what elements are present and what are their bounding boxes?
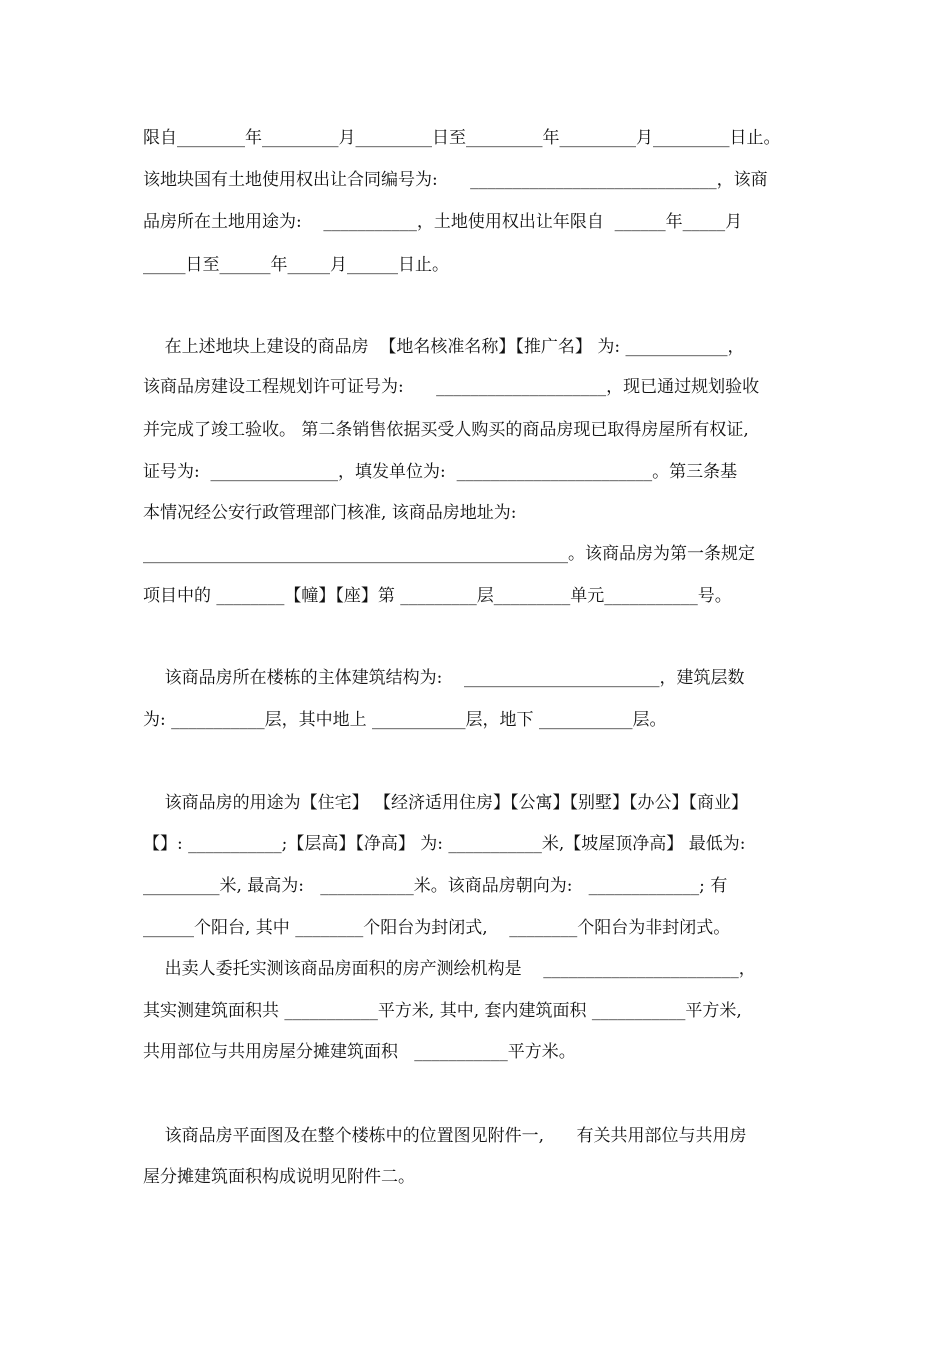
p2-line3: 并完成了竣工验收。 第二条销售依据买受人购买的商品房现已取得房屋所有权证, bbox=[143, 420, 749, 440]
p1-line2: 该地块国有土地使用权出让合同编号为: _____________________________，该商 bbox=[143, 170, 768, 190]
p1-line3: 品房所在土地用途为: ___________，土地使用权出让年限自 ______年_____月 bbox=[143, 212, 743, 232]
p2-line6: __________________________________________________。该商品房为第一条规定 bbox=[143, 544, 755, 564]
p2-line4: 证号为: _______________，填发单位为: _______________________。第三条基 bbox=[143, 462, 738, 482]
p1-line4: _____日至______年_____月______日止。 bbox=[143, 255, 449, 275]
p3-line1: 该商品房所在楼栋的主体建筑结构为: _______________________，建筑层数 bbox=[143, 668, 745, 688]
p4-line7: 共用部位与共用房屋分摊建筑面积 ___________平方米。 bbox=[143, 1042, 576, 1062]
p4-line2: 【】: ___________;【层高】【净高】 为: ___________米,【坡屋顶净高】 最低为: bbox=[143, 834, 746, 854]
p5-line1: 该商品房平面图及在整个楼栋中的位置图见附件一, 有关共用部位与共用房 bbox=[143, 1126, 747, 1146]
p4-line5: 出卖人委托实测该商品房面积的房产测绘机构是 _______________________， bbox=[143, 959, 756, 979]
p5-line2: 屋分摊建筑面积构成说明见附件二。 bbox=[143, 1167, 415, 1187]
p1-line1: 限自________年_________月_________日至_________年_________月_________日止。 bbox=[143, 128, 781, 148]
p2-line7: 项目中的 ________【幢】【座】第 _________层_________单元___________号。 bbox=[143, 586, 732, 606]
p4-line6: 其实测建筑面积共 ___________平方米, 其中, 套内建筑面积 ___________平方米, bbox=[143, 1001, 742, 1021]
p4-line4: ______个阳台, 其中 ________个阳台为封闭式, ________个阳台为非封闭式。 bbox=[143, 918, 731, 938]
p4-line1: 该商品房的用途为【住宅】 【经济适用住房】【公寓】【别墅】【办公】【商业】 bbox=[143, 793, 749, 813]
p2-line1: 在上述地块上建设的商品房 【地名核准名称】【推广名】 为: ____________， bbox=[143, 337, 745, 357]
p2-line5: 本情况经公安行政管理部门核准, 该商品房地址为: bbox=[143, 503, 517, 523]
p3-line2: 为: ___________层，其中地上 ___________层，地下 ___________层。 bbox=[143, 710, 667, 730]
p2-line2: 该商品房建设工程规划许可证号为: ____________________，现已通过规划验收 bbox=[143, 377, 760, 397]
p4-line3: _________米, 最高为: ___________米。该商品房朝向为: _____________; 有 bbox=[143, 876, 728, 896]
